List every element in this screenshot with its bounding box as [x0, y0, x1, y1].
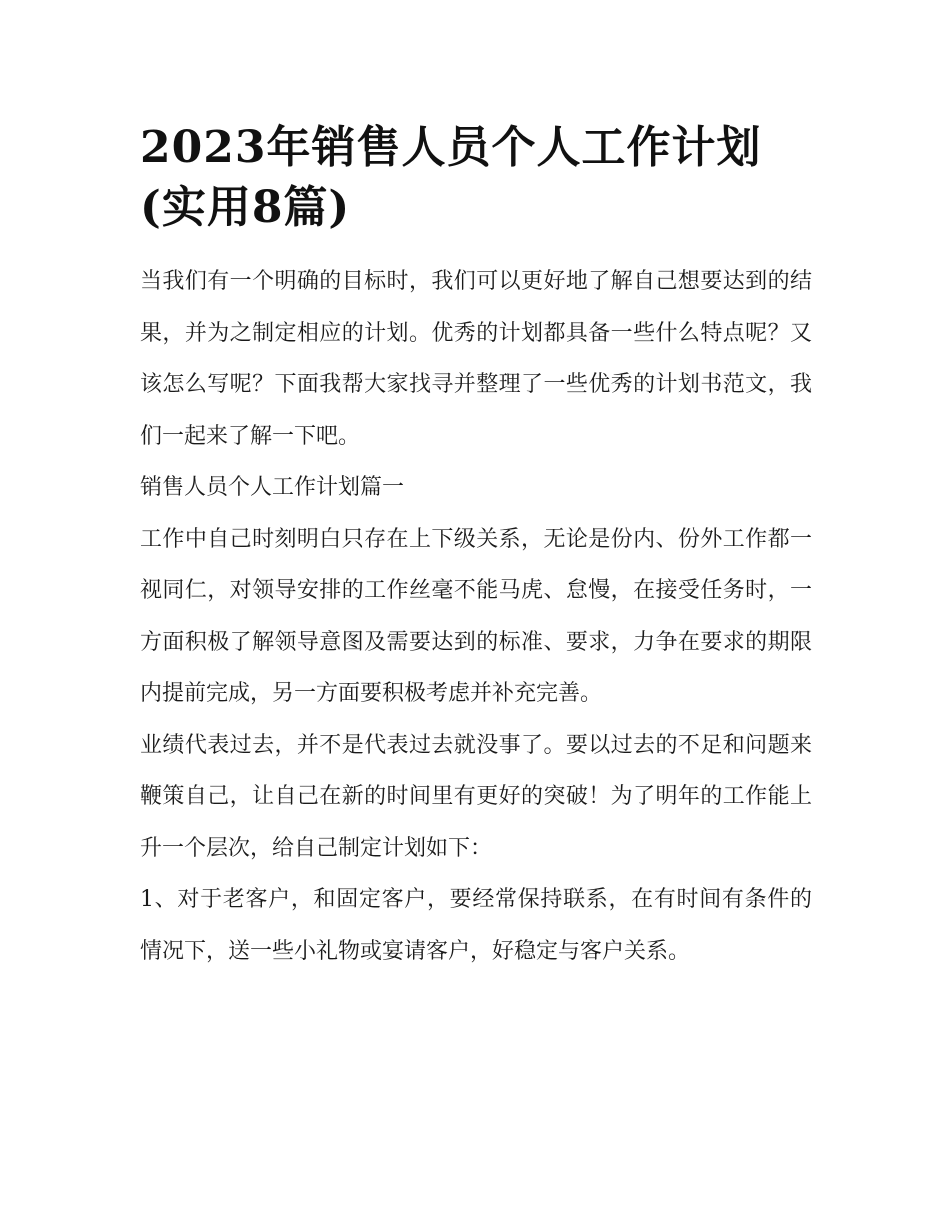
body-paragraph: 业绩代表过去，并不是代表过去就没事了。要以过去的不足和问题来鞭策自己，让自己在新的时间里有更好的突破！为了明年的工作能上升一个层次，给自己制定计划如下： — [140, 732, 812, 861]
section-heading: 销售人员个人工作计划篇一 — [140, 475, 405, 500]
document-title: 2023年销售人员个人工作计划(实用8篇) — [140, 122, 762, 233]
document-body — [140, 118, 812, 977]
body-paragraph: 工作中自己时刻明白只存在上下级关系，无论是份内、份外工作都一视同仁，对领导安排的工作丝毫不能马虎、怠慢，在接受任务时，一方面积极了解领导意图及需要达到的标准、要求，力争在要求的期限内提前完成，另一方面要积极考虑并补充完善。 — [140, 526, 812, 706]
list-item: 1、对于老客户，和固定客户，要经常保持联系，在有时间有条件的情况下，送一些小礼物或宴请客户，好稳定与客户关系。 — [140, 887, 812, 964]
intro-paragraph: 当我们有一个明确的目标时，我们可以更好地了解自己想要达到的结果，并为之制定相应的计划。优秀的计划都具备一些什么特点呢？又该怎么写呢？下面我帮大家找寻并整理了一些优秀的计划书范文，我们一起来了解一下吧。 — [140, 269, 812, 449]
